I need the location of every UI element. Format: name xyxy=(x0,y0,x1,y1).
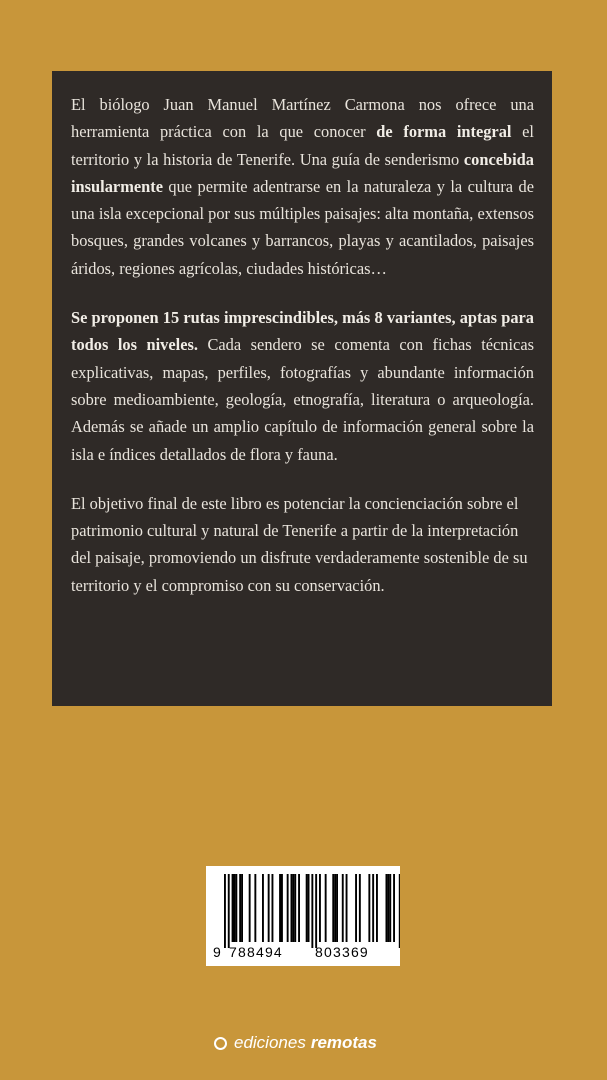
barcode-bar xyxy=(346,874,348,942)
isbn-left-group: 788494 xyxy=(229,944,283,960)
barcode-bar xyxy=(249,874,251,942)
barcode-bar xyxy=(287,874,289,942)
barcode-bar xyxy=(262,874,264,942)
barcode-bar xyxy=(386,874,388,942)
barcode-bar xyxy=(387,874,389,942)
barcode-bar xyxy=(279,874,281,942)
barcode-bar xyxy=(281,874,283,942)
publisher-logo xyxy=(214,1033,377,1053)
barcode-bar xyxy=(294,874,296,942)
barcode-bar xyxy=(239,874,241,942)
circle-logo-icon xyxy=(214,1037,227,1050)
synopsis-p2-text: Cada sendero se comenta con fichas técnicas explicativas, mapas, perfiles, fotografías y abundante información sobre medioambiente, geología, etnografía, literatura o arqueología. Además se añade un amplio capítulo de información general sobre la isla e índices detallados de flora y fauna. xyxy=(71,335,534,464)
barcode-bar xyxy=(298,874,300,942)
barcode-bar xyxy=(224,874,226,948)
barcode-bar xyxy=(368,874,370,942)
barcode-bar xyxy=(342,874,344,942)
barcode-bar xyxy=(393,874,395,942)
barcode-bar xyxy=(228,874,230,948)
barcode-bar xyxy=(332,874,334,942)
barcode-bar xyxy=(376,874,378,942)
barcode-bar xyxy=(336,874,338,942)
synopsis-p1-bold-b: concebida insularmente xyxy=(71,149,534,196)
barcode-bar xyxy=(291,874,293,942)
barcode-bar xyxy=(334,874,336,942)
barcode-bar xyxy=(359,874,361,942)
isbn-right-group: 803369 xyxy=(315,944,369,960)
synopsis-paragraph-3: El objetivo final de este libro es potenciar la concienciación sobre el patrimonio cultural y natural de Tenerife a partir de la interpretación del paisaje, promoviendo un disfrute verdaderamente sostenible de su territorio y el compromiso con su conservación. xyxy=(71,493,528,595)
barcode-bar xyxy=(306,874,308,942)
isbn-number xyxy=(206,944,400,960)
barcode-bar xyxy=(292,874,294,942)
synopsis-p2-bold: Se proponen 15 rutas imprescindibles, más 8 variantes, aptas para todos los niveles. xyxy=(71,308,534,355)
barcode-bar xyxy=(319,874,321,942)
barcode-bar xyxy=(325,874,327,942)
synopsis-p1-text-a: El biólogo Juan Manuel Martínez Carmona nos ofrece una herramienta práctica con la que conocer xyxy=(71,95,534,142)
isbn-barcode xyxy=(206,866,400,966)
barcode-bar xyxy=(308,874,310,942)
barcode-bar xyxy=(355,874,357,942)
barcode-bar xyxy=(234,874,236,942)
barcode-bar xyxy=(235,874,237,942)
back-cover-text-panel xyxy=(52,71,552,706)
barcode-bar xyxy=(268,874,270,942)
barcode-bar xyxy=(241,874,243,942)
barcode-bar xyxy=(232,874,234,942)
synopsis-p1-bold-a: de forma integral xyxy=(376,122,512,142)
barcode-bar xyxy=(399,874,400,948)
barcode-bar xyxy=(372,874,374,942)
isbn-first-digit: 9 xyxy=(213,944,222,960)
barcode-bar xyxy=(272,874,274,942)
synopsis-paragraph-2 xyxy=(71,304,534,468)
barcode-bar xyxy=(389,874,391,942)
publisher-prefix: ediciones xyxy=(234,1033,306,1052)
publisher-name: remotas xyxy=(310,1033,377,1052)
barcode-bar xyxy=(254,874,256,942)
barcode-bar xyxy=(315,874,317,948)
synopsis-p1-text-c: que permite adentrarse en la naturaleza y la cultura de una isla excepcional por sus múltiples paisajes: alta montaña, extensos bosques, grandes volcanes y barrancos, playas y acantilados, paisajes áridos, regiones agrícolas, ciudades históricas… xyxy=(71,176,534,278)
barcode-bar xyxy=(311,874,313,948)
synopsis-paragraph-1 xyxy=(71,91,534,282)
synopsis-p1-text-b: el territorio y la historia de Tenerife. Una guía de senderismo xyxy=(71,122,534,169)
